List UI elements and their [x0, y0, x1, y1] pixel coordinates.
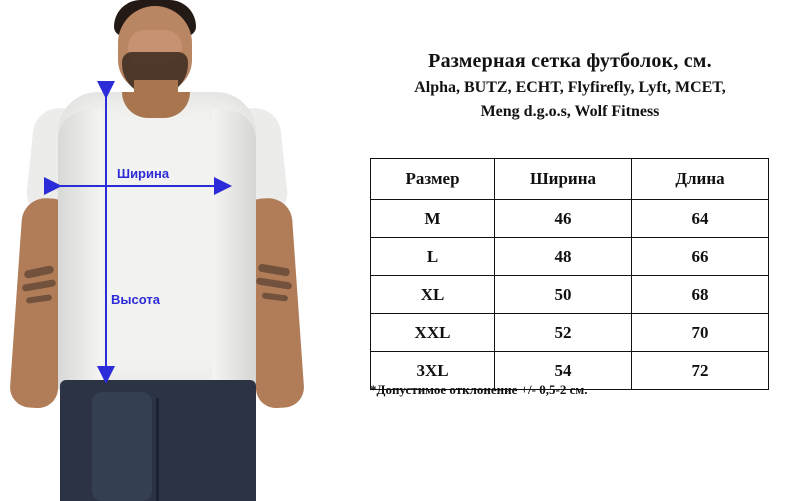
size-info-panel: [340, 0, 800, 501]
cell-size: 3XL: [371, 352, 495, 390]
cell-width: 48: [495, 238, 632, 276]
page-title: Размерная сетка футболок, см.: [428, 50, 712, 72]
cell-length: 66: [632, 238, 769, 276]
table-row: [371, 238, 769, 276]
measurement-arrows: [0, 0, 340, 501]
table-row: [371, 200, 769, 238]
column-header-length: Длина: [632, 159, 769, 200]
cell-length: 70: [632, 314, 769, 352]
brand-list-line-2: Meng d.g.o.s, Wolf Fitness: [480, 103, 660, 120]
cell-length: 64: [632, 200, 769, 238]
cell-width: 52: [495, 314, 632, 352]
table-row: [371, 276, 769, 314]
cell-size: XL: [371, 276, 495, 314]
table-header-row: [371, 159, 769, 200]
column-header-width: Ширина: [495, 159, 632, 200]
title-block: [340, 50, 800, 121]
cell-width: 54: [495, 352, 632, 390]
product-photo: [0, 0, 340, 501]
cell-size: XXL: [371, 314, 495, 352]
width-label: Ширина: [117, 166, 170, 181]
cell-length: 68: [632, 276, 769, 314]
cell-width: 50: [495, 276, 632, 314]
height-label: Высота: [111, 292, 160, 307]
table-row: [371, 314, 769, 352]
cell-size: M: [371, 200, 495, 238]
cell-size: L: [371, 238, 495, 276]
cell-width: 46: [495, 200, 632, 238]
tolerance-note: *Допустимое отклонение +/- 0,5-2 см.: [370, 382, 588, 397]
cell-length: 72: [632, 352, 769, 390]
size-table: [370, 158, 769, 390]
brand-list-line-1: Alpha, BUTZ, ECHT, Flyfirefly, Lyft, MCET,: [414, 79, 726, 96]
column-header-size: Размер: [371, 159, 495, 200]
